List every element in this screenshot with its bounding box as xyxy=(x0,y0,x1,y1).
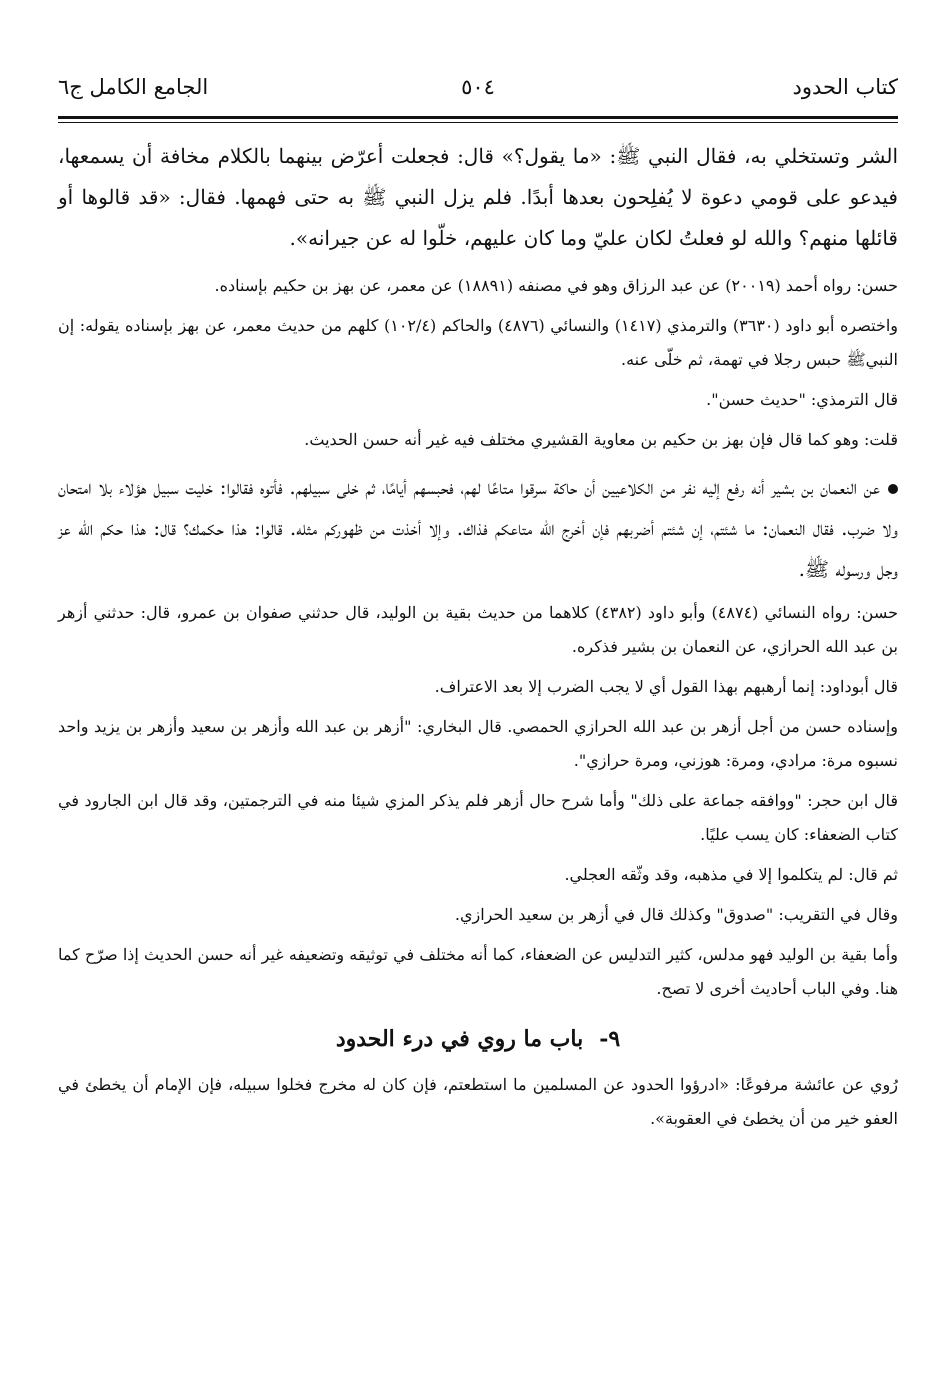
commentary-paragraph: واختصره أبو داود (٣٦٣٠) والترمذي (١٤١٧) والنسائي (٤٨٧٦) والحاكم (١٠٢/٤) كلهم من حديث معمر، عن بهز بإسناده يقوله: إن النبيﷺ حبس رجلا في تهمة، ثم خلّى عنه. xyxy=(58,316,899,369)
commentary-paragraph: وأما بقية بن الوليد فهو مدلس، كثير التدليس عن الضعفاء، كما أنه مختلف في توثيقه وتضعيفه غير أنه حسن الحديث إذا صرّح كما هنا. وفي الباب أحاديث أخرى لا تصح. xyxy=(58,945,898,998)
book-page xyxy=(58,0,898,1380)
commentary-paragraph: قال أبوداود: إنما أرهبهم بهذا القول أي لا يجب الضرب إلا بعد الاعتراف. xyxy=(434,677,898,696)
commentary-paragraph: قال الترمذي: "حديث حسن". xyxy=(706,390,898,409)
commentary-paragraph: قلت: وهو كما قال فإن بهز بن حكيم بن معاوية القشيري مختلف فيه غير أنه حسن الحديث. xyxy=(304,430,898,449)
commentary-paragraph: ثم قال: لم يتكلموا إلا في مذهبه، وقد وثّقه العجلي. xyxy=(564,865,898,884)
hadith-text: عن النعمان بن بشير أنه رفع إليه نفر من الكلاعيين أن حاكة سرقوا متاعًا لهم، فحبسهم أيامًا، ثم خلى سبيلهم. فأتوه فقالوا: خليت سبيل هؤلاء بلا امتحان ولا ضرب. فقال النعمان: ما شئتم، إن شئتم أضربهم فإن أخرج الله متاعكم فذاك. وإلا أخذت من ظهوركم مثله. قالوا: هذا حكمك؟ قال: هذا حكم الله عز وجل ورسوله ﷺ. xyxy=(58,475,898,581)
section-number: ٩- xyxy=(599,1026,621,1052)
commentary-paragraph: حسن: رواه النسائي (٤٨٧٤) وأبو داود (٤٣٨٢) كلاهما من حديث بقية بن الوليد، قال حدثني صفوان بن عمرو، قال: حدثني أزهر بن عبد الله الحرازي، عن النعمان بن بشير فذكره. xyxy=(58,603,899,656)
commentary-paragraph: رُوي عن عائشة مرفوعًا: «ادرؤوا الحدود عن المسلمين ما استطعتم، فإن كان له مخرج فخلوا سبيله، فإن الإمام أن يخطئ في العفو خير من أن يخطئ في العقوبة». xyxy=(58,1075,898,1128)
page-header xyxy=(58,70,898,110)
section-title: باب ما روي في درء الحدود xyxy=(335,1026,584,1052)
commentary-paragraph: وإسناده حسن من أجل أزهر بن عبد الله الحرازي الحمصي. قال البخاري: "أزهر بن عبد الله وأزهر بن سعيد وأزهر بن يزيد واحد نسبوه مرة: مرادي، ومرة: هوزني، ومرة حرازي". xyxy=(58,717,898,770)
header-rule-thin xyxy=(58,122,898,123)
commentary-paragraph: وقال في التقريب: "صدوق" وكذلك قال في أزهر بن سعيد الحرازي. xyxy=(454,905,898,924)
section-heading xyxy=(58,1016,898,1062)
commentary-paragraph: حسن: رواه أحمد (٢٠٠١٩) عن عبد الرزاق وهو في مصنفه (١٨٨٩١) عن معمر، عن بهز بن حكيم بإسناده. xyxy=(214,276,898,295)
header-rule-thick xyxy=(58,116,898,119)
chapter-title: كتاب الحدود xyxy=(792,75,898,99)
commentary-paragraph: قال ابن حجر: "ووافقه جماعة على ذلك" وأما شرح حال أزهر فلم يذكر المزي شيئا منه في الترجمتين، وقد قال ابن الجارود في كتاب الضعفاء: كان يسب عليًا. xyxy=(58,791,898,844)
book-title: الجامع الكامل ج٦ xyxy=(58,75,209,99)
page-content xyxy=(58,136,898,1136)
hadith-text-with-bullet xyxy=(58,467,898,590)
page-number: ٥٠٤ xyxy=(461,75,495,99)
hadith-text: الشر وتستخلي به، فقال النبي ﷺ: «ما يقول؟» قال: فجعلت أعرّض بينهما بالكلام مخافة أن يسمعها، فيدعو على قومي دعوة لا يُفلِحون بعدها أبدًا. فلم يزل النبي ﷺ به حتى فهمها. فقال: «قد قالوها أو قائلها منهم؟ والله لو فعلتُ لكان عليّ وما كان عليهم، خلّوا له عن جيرانه». xyxy=(58,144,898,250)
bullet-icon xyxy=(888,484,898,494)
